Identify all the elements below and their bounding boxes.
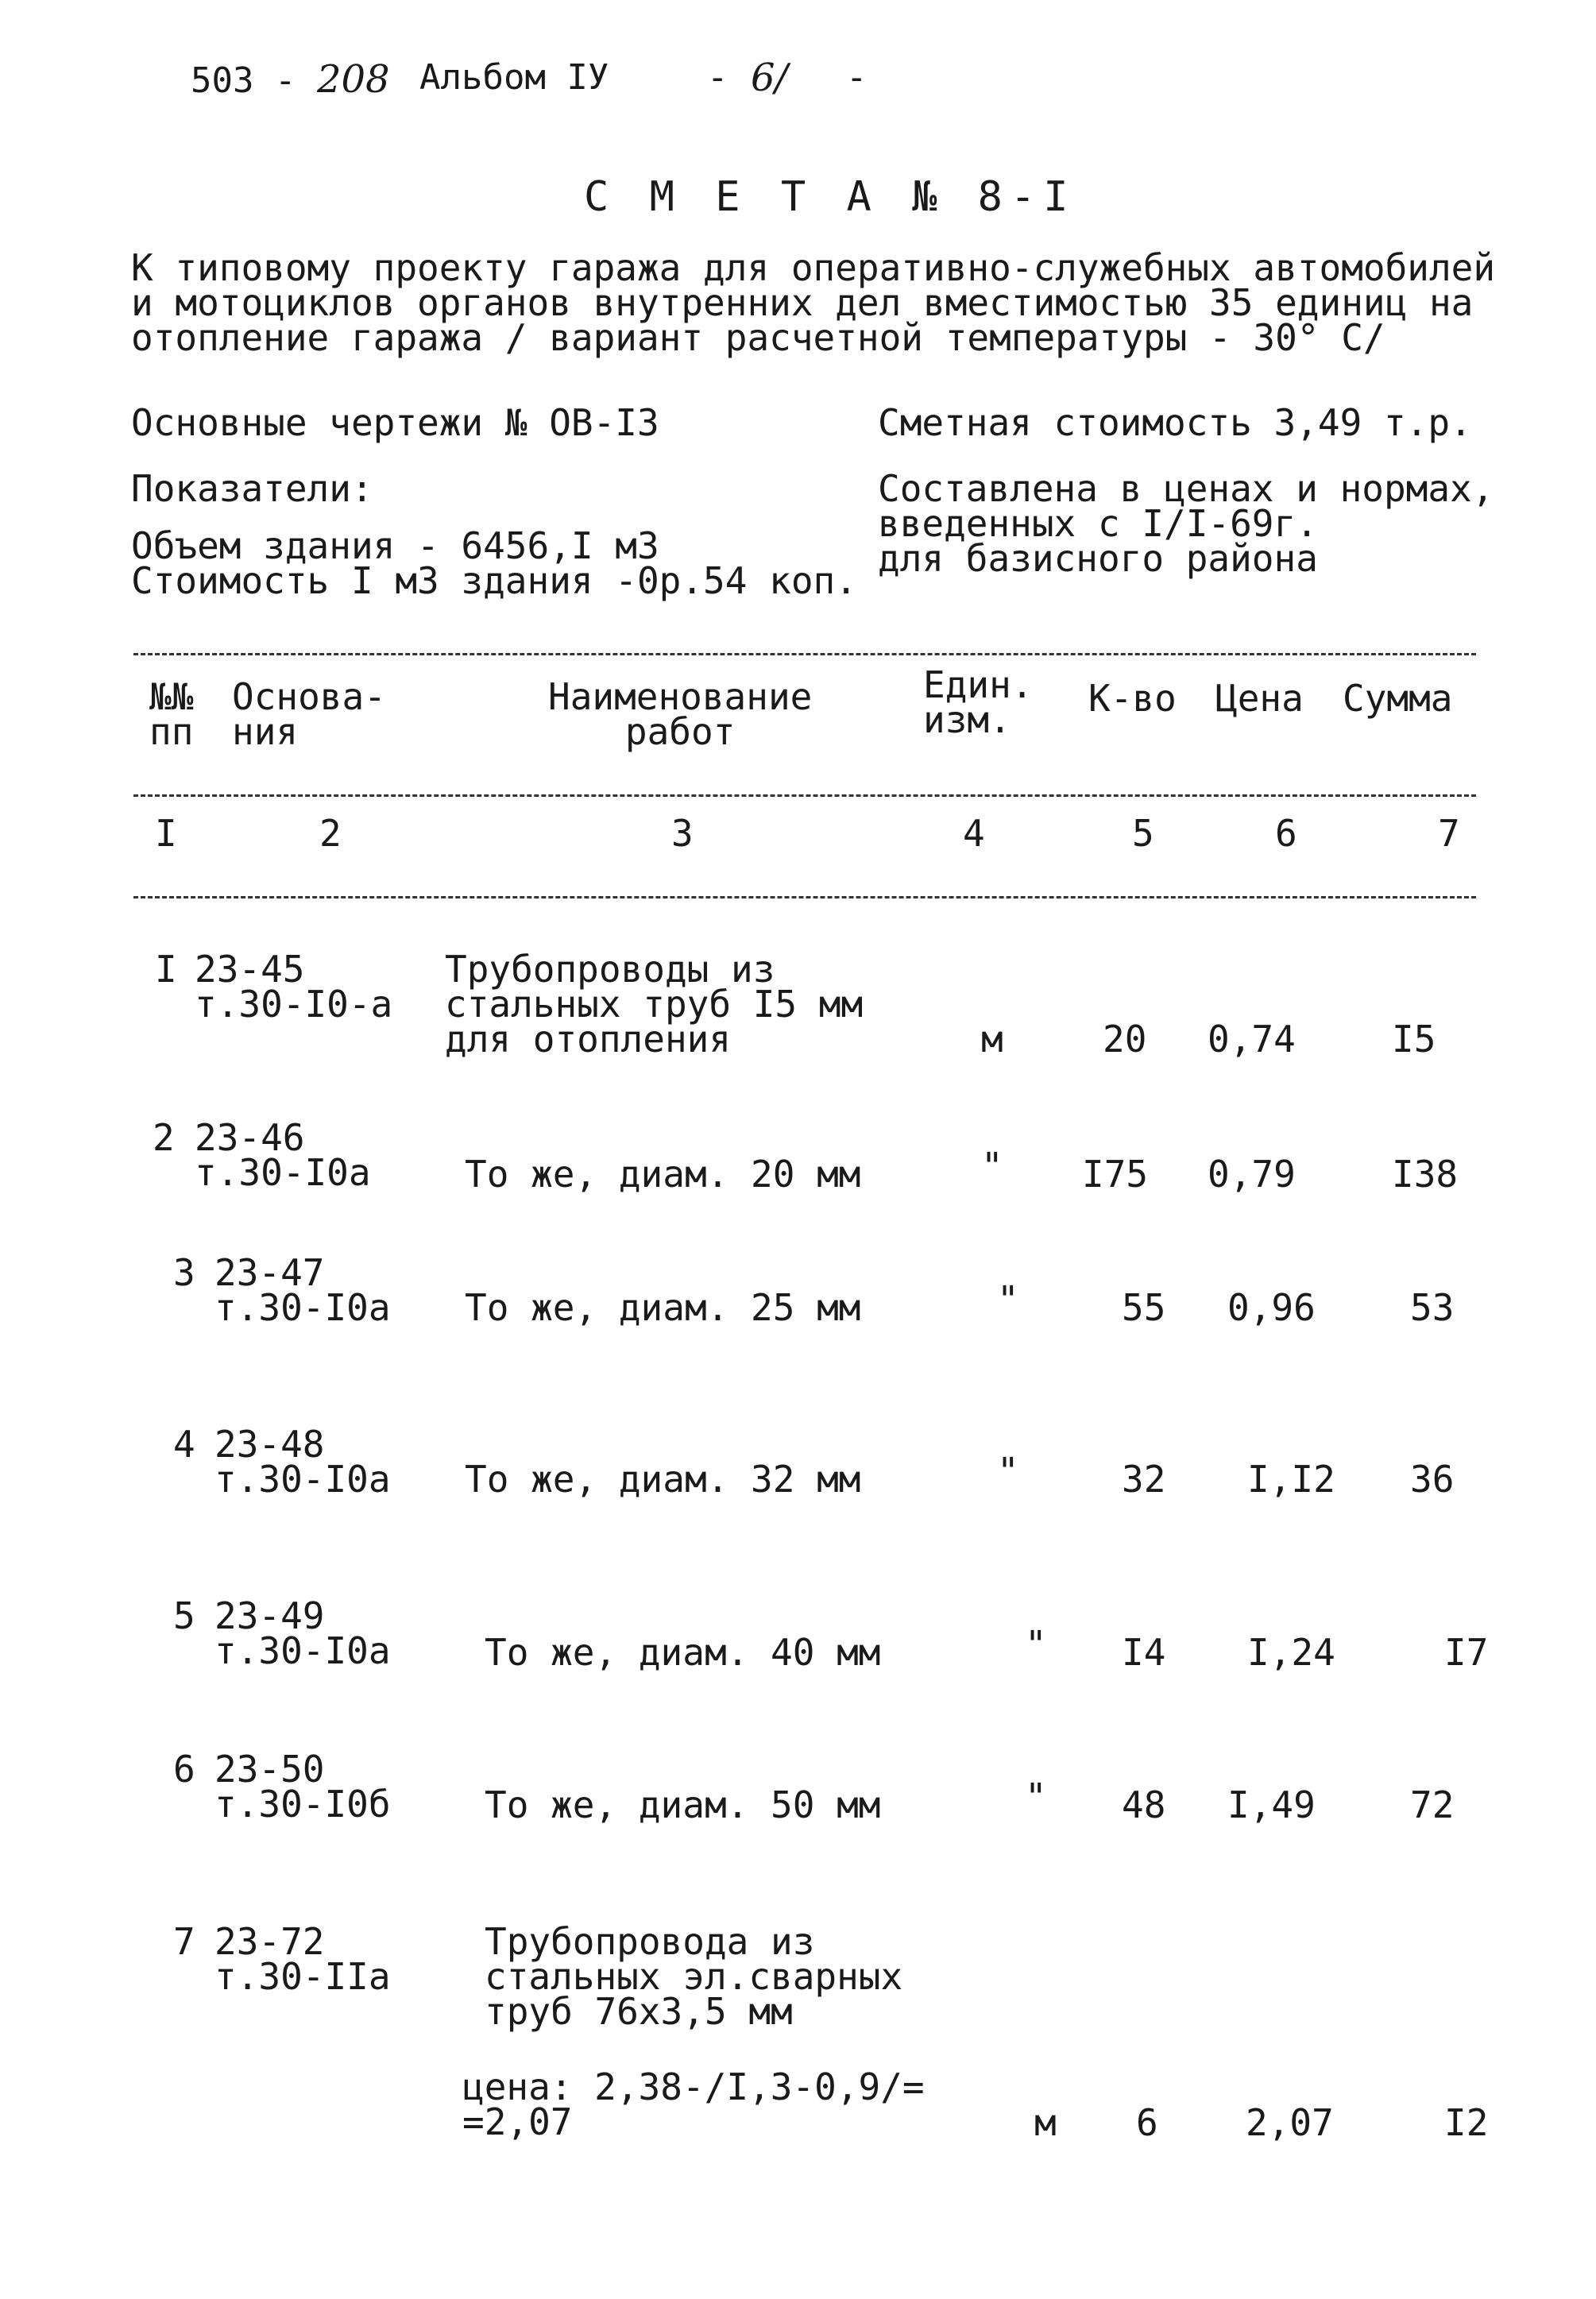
col-header-name: Наименование работ [548, 675, 813, 753]
main-drawings: Основные чертежи № ОВ-I3 [131, 401, 659, 444]
row-basis: 23-45 т.30-I0-а [195, 948, 393, 1026]
col-number: 3 [671, 812, 694, 855]
row-sum: 53 [1410, 1286, 1455, 1329]
row-name: То же, диам. 25 мм [465, 1286, 861, 1329]
description-line: отопление гаража / вариант расчетной температуры - 30° С/ [131, 316, 1385, 359]
col-number: 5 [1132, 812, 1154, 855]
description-line: К типовому проекту гаража для оперативно-служебных автомобилей [131, 246, 1496, 289]
row-num: 3 [173, 1251, 195, 1294]
page-number: 6/ [751, 56, 788, 100]
col-header-price: Цена [1215, 677, 1304, 720]
row-qty: I4 [1122, 1631, 1166, 1674]
col-number: 4 [963, 812, 985, 855]
row-sum: I38 [1392, 1153, 1459, 1196]
row-qty: 48 [1122, 1783, 1166, 1826]
estimated-cost: Сметная стоимость 3,49 т.р. [878, 401, 1472, 444]
row-name: Трубопровода из стальных эл.сварных труб 76х3,5 мм [485, 1920, 903, 2033]
col-header-unit: Един. изм. [923, 663, 1034, 741]
row-price-note: цена: 2,38-/I,3-0,9/= =2,07 [462, 2065, 925, 2143]
description-line: и мотоциклов органов внутренних дел вместимостью 35 единиц на [131, 281, 1474, 324]
row-name: То же, диам. 32 мм [465, 1458, 861, 1501]
code-handwritten: 208 [316, 57, 390, 102]
col-number: 6 [1275, 812, 1297, 855]
row-name: То же, диам. 40 мм [485, 1631, 881, 1674]
row-price: I,24 [1247, 1631, 1335, 1674]
description [131, 246, 1496, 359]
row-basis: 23-50 т.30-I0б [214, 1748, 391, 1826]
row-price: 0,74 [1208, 1018, 1296, 1061]
row-unit: м [1034, 2101, 1057, 2144]
col-header-num: №№ пп [149, 675, 194, 753]
row-unit: м [981, 1018, 1003, 1061]
row-unit: " [981, 1145, 1003, 1188]
row-price: 0,96 [1227, 1286, 1316, 1329]
header-bottom-rule [133, 794, 1476, 797]
prices-line-2: введенных с I/I-69г. [878, 502, 1318, 545]
album-label: Альбом IУ [419, 57, 609, 98]
row-sum: I2 [1444, 2101, 1489, 2144]
row-qty: 20 [1103, 1018, 1147, 1061]
row-name: То же, диам. 50 мм [485, 1783, 881, 1826]
row-num: 7 [173, 1920, 195, 1963]
row-qty: I75 [1082, 1153, 1149, 1196]
page-dash-left: - [707, 57, 728, 98]
row-price: I,I2 [1247, 1458, 1335, 1501]
row-price: 0,79 [1208, 1153, 1296, 1196]
row-sum: 72 [1410, 1783, 1455, 1826]
row-unit: " [1025, 1775, 1047, 1818]
column-numbers-rule [133, 896, 1476, 898]
row-name: Трубопроводы из стальных труб I5 мм для отопления [445, 948, 864, 1061]
row-price: 2,07 [1246, 2101, 1334, 2144]
prices-line-3: для базисного района [878, 537, 1318, 580]
row-name: То же, диам. 20 мм [465, 1153, 861, 1196]
row-num: 4 [173, 1423, 195, 1466]
estimate-title: С М Е Т А № 8-I [584, 173, 1076, 221]
row-qty: 32 [1122, 1458, 1166, 1501]
row-basis: 23-72 т.30-IIа [214, 1920, 391, 1998]
row-basis: 23-48 т.30-I0а [214, 1423, 391, 1501]
row-basis: 23-46 т.30-I0а [195, 1116, 371, 1194]
row-sum: I5 [1392, 1018, 1436, 1061]
row-unit: " [997, 1278, 1019, 1321]
row-sum: 36 [1410, 1458, 1455, 1501]
prices-line-1: Составлена в ценах и нормах, [878, 467, 1494, 510]
col-number: 7 [1438, 812, 1460, 855]
row-basis: 23-49 т.30-I0а [214, 1594, 391, 1672]
row-unit: " [997, 1450, 1019, 1493]
row-qty: 6 [1136, 2101, 1158, 2144]
col-header-sum: Сумма [1343, 677, 1453, 720]
row-num: 2 [153, 1116, 175, 1159]
row-num: 6 [173, 1748, 195, 1791]
table-top-rule [133, 653, 1476, 655]
code-prefix: 503 - [191, 60, 296, 101]
building-volume: Объем здания - 6456,I м3 [131, 524, 659, 567]
row-unit: " [1025, 1623, 1047, 1666]
row-basis: 23-47 т.30-I0а [214, 1251, 391, 1329]
row-qty: 55 [1122, 1286, 1166, 1329]
page-dash-right: - [846, 57, 868, 98]
row-sum: I7 [1444, 1631, 1489, 1674]
col-number: I [155, 812, 177, 855]
col-header-basis: Основа- ния [232, 675, 386, 753]
album-code [191, 57, 390, 102]
col-header-qty: К-во [1088, 677, 1177, 720]
cost-per-m3: Стоимость I м3 здания -0р.54 коп. [131, 559, 857, 602]
col-number: 2 [319, 812, 342, 855]
indicators-label: Показатели: [131, 467, 373, 510]
row-num: I [155, 948, 177, 991]
row-num: 5 [173, 1594, 195, 1637]
row-price: I,49 [1227, 1783, 1316, 1826]
